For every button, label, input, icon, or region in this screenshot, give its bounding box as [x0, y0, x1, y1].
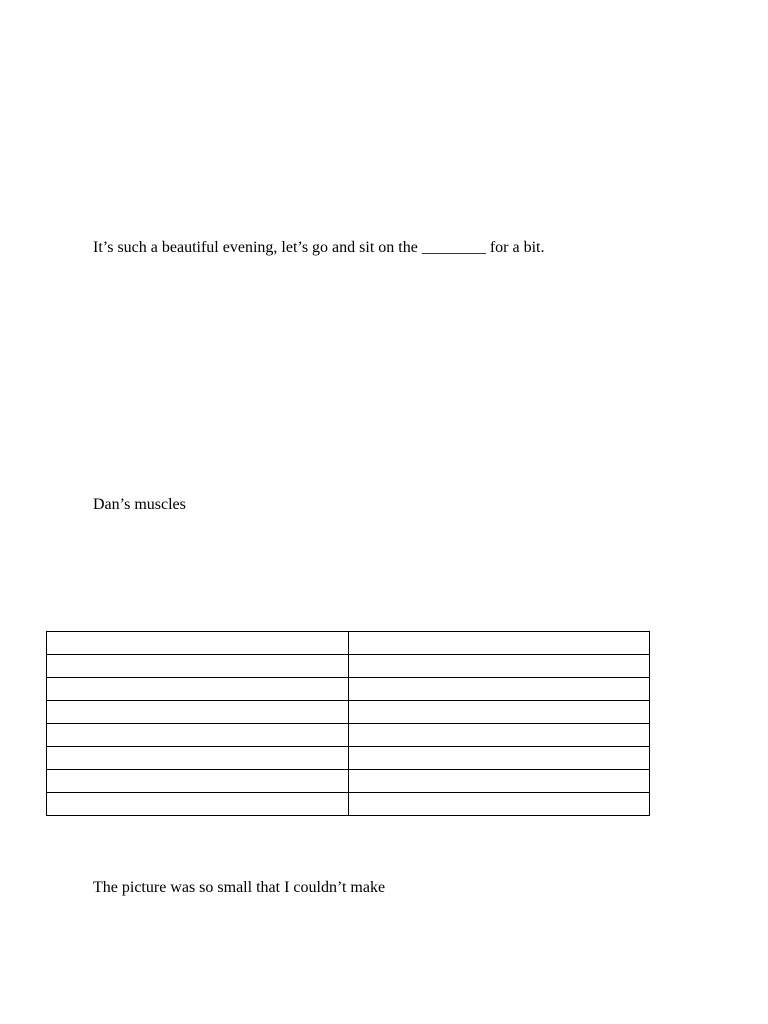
section-label: Dan’s muscles [93, 496, 186, 513]
table-cell [47, 678, 349, 701]
table-cell [47, 632, 349, 655]
table-row [47, 770, 650, 793]
table-cell [349, 747, 650, 770]
blank-table [46, 631, 650, 816]
table-cell [47, 793, 349, 816]
table-cell [47, 770, 349, 793]
table-cell [47, 747, 349, 770]
table-row [47, 793, 650, 816]
table-cell [349, 770, 650, 793]
table-cell [349, 632, 650, 655]
table-row [47, 701, 650, 724]
fill-in-sentence: It’s such a beautiful evening, let’s go and sit on the ________ for a bit. [93, 239, 545, 256]
table-row [47, 724, 650, 747]
table-row [47, 678, 650, 701]
table-cell [349, 724, 650, 747]
table-cell [349, 655, 650, 678]
table-row [47, 632, 650, 655]
table-row [47, 747, 650, 770]
table-body [47, 632, 650, 816]
table-cell [47, 724, 349, 747]
table-cell [349, 701, 650, 724]
table-cell [47, 701, 349, 724]
incomplete-sentence: The picture was so small that I couldn’t make [93, 879, 386, 896]
table-row [47, 655, 650, 678]
table-cell [349, 793, 650, 816]
table-cell [349, 678, 650, 701]
table-cell [47, 655, 349, 678]
